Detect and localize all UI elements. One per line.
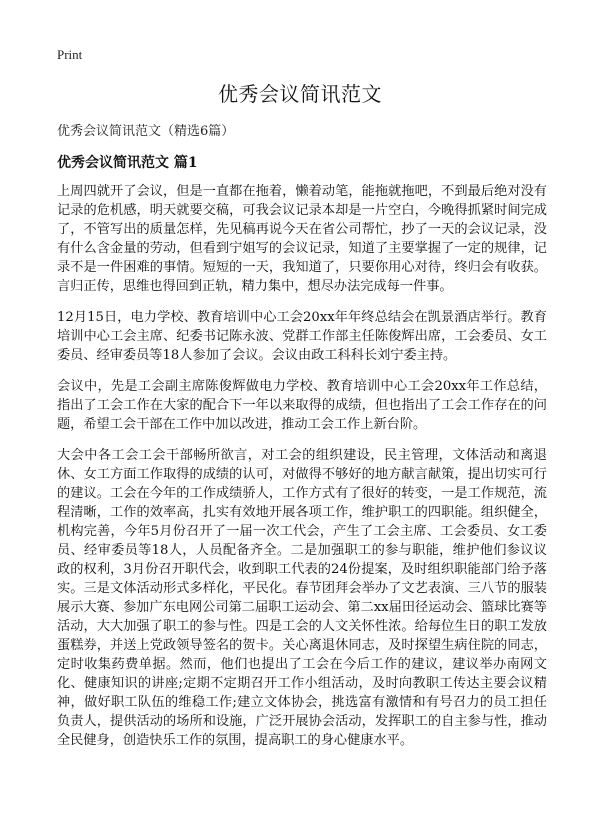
paragraph: 上周四就开了会议，但是一直都在拖着，懒着动笔，能拖就拖吧，不到最后绝对没有记录的危机感，明天就要交稿，可我会议记录本却是一片空白，今晚得抓紧时间完成了，不管写出的质量怎样，先见稿再说今天在省公司帮忙，抄了一天的会议记录，没有什么含金量的劳动，但看到宁姐写的会议记录，知道了主要掌握了一定的规律，记录不是一件困难的事情。短短的一天，我知道了，只要你用心对待，终归会有收获。言归正传，思维也得回到正轨，精力集中，想尽办法完成每一件事。 xyxy=(57,184,547,294)
document-title: 优秀会议简讯范文 xyxy=(218,82,382,106)
paragraph: 会议中，先是工会副主席陈俊辉做电力学校、教育培训中心工会20xx年工作总结，指出了工会工作在大家的配合下一年以来取得的成绩，但也指出了工会工作存在的问题，希望工会干部在工作中加以改进，推动工会工作上新台阶。 xyxy=(57,379,547,432)
paragraph: 12月15日，电力学校、教育培训中心工会20xx年年终总结会在凯景酒店举行。教育培训中心工会主席、纪委书记陈永波、党群工作部主任陈俊辉出席，工会委员、女工委员、经审委员等18人参加了会议。会议由政工科科长刘宁委主持。 xyxy=(57,310,547,363)
document-subtitle: 优秀会议简讯范文（精选6篇） xyxy=(57,124,235,139)
print-link[interactable]: Print xyxy=(57,47,83,62)
article-body xyxy=(57,182,547,762)
section-heading: 优秀会议简讯范文 篇1 xyxy=(57,155,198,171)
paragraph: 大会中各工会工会干部畅所欲言，对工会的组织建设，民主管理，文体活动和离退休、女工方面工作取得的成绩的认可，对做得不够好的地方献言献策，提出切实可行的建议。工会在今年的工作成绩骄人，工作方式有了很好的转变，一是工作规范，流程清晰，工作的效率高，扎实有效地开展各项工作，维护职工的四职能。组织健全，机构完善，今年5月份召开了一届一次工代会，产生了工会主席、工会委员、女工委员、经审委员等18人，人员配备齐全。二是加强职工的参与职能，维护他们参议议政的权利，3月份召开职代会，收到职工代表的24份提案，及时组织职能部门给予落实。三是文体活动形式多样化，平民化。春节团拜会举办了文艺表演、三八节的服装展示大赛、参加广东电网公司第二届职工运动会、第二xx届田径运动会、篮球比赛等活动，大大加强了职工的参与性。四是工会的人文关怀性浓。给每位生日的职工发放蛋糕券，并送上党政领导签名的贺卡。关心离退休同志，及时探望生病住院的同志，定时收集药费单据。然而，他们也提出了工会在今后工作的建议，建议举办南网文化、健康知识的讲座;定期不定期召开工作小组活动，及时向教职工传达主要会议精神，做好职工队伍的维稳工作;建立文体协会，挑选富有激情和有号召力的员工担任负责人，提供活动的场所和设施，广泛开展协会活动，发挥职工的自主参与性，推动全民健身，创造快乐工作的氛围，提高职工的身心健康水平。 xyxy=(57,448,547,748)
